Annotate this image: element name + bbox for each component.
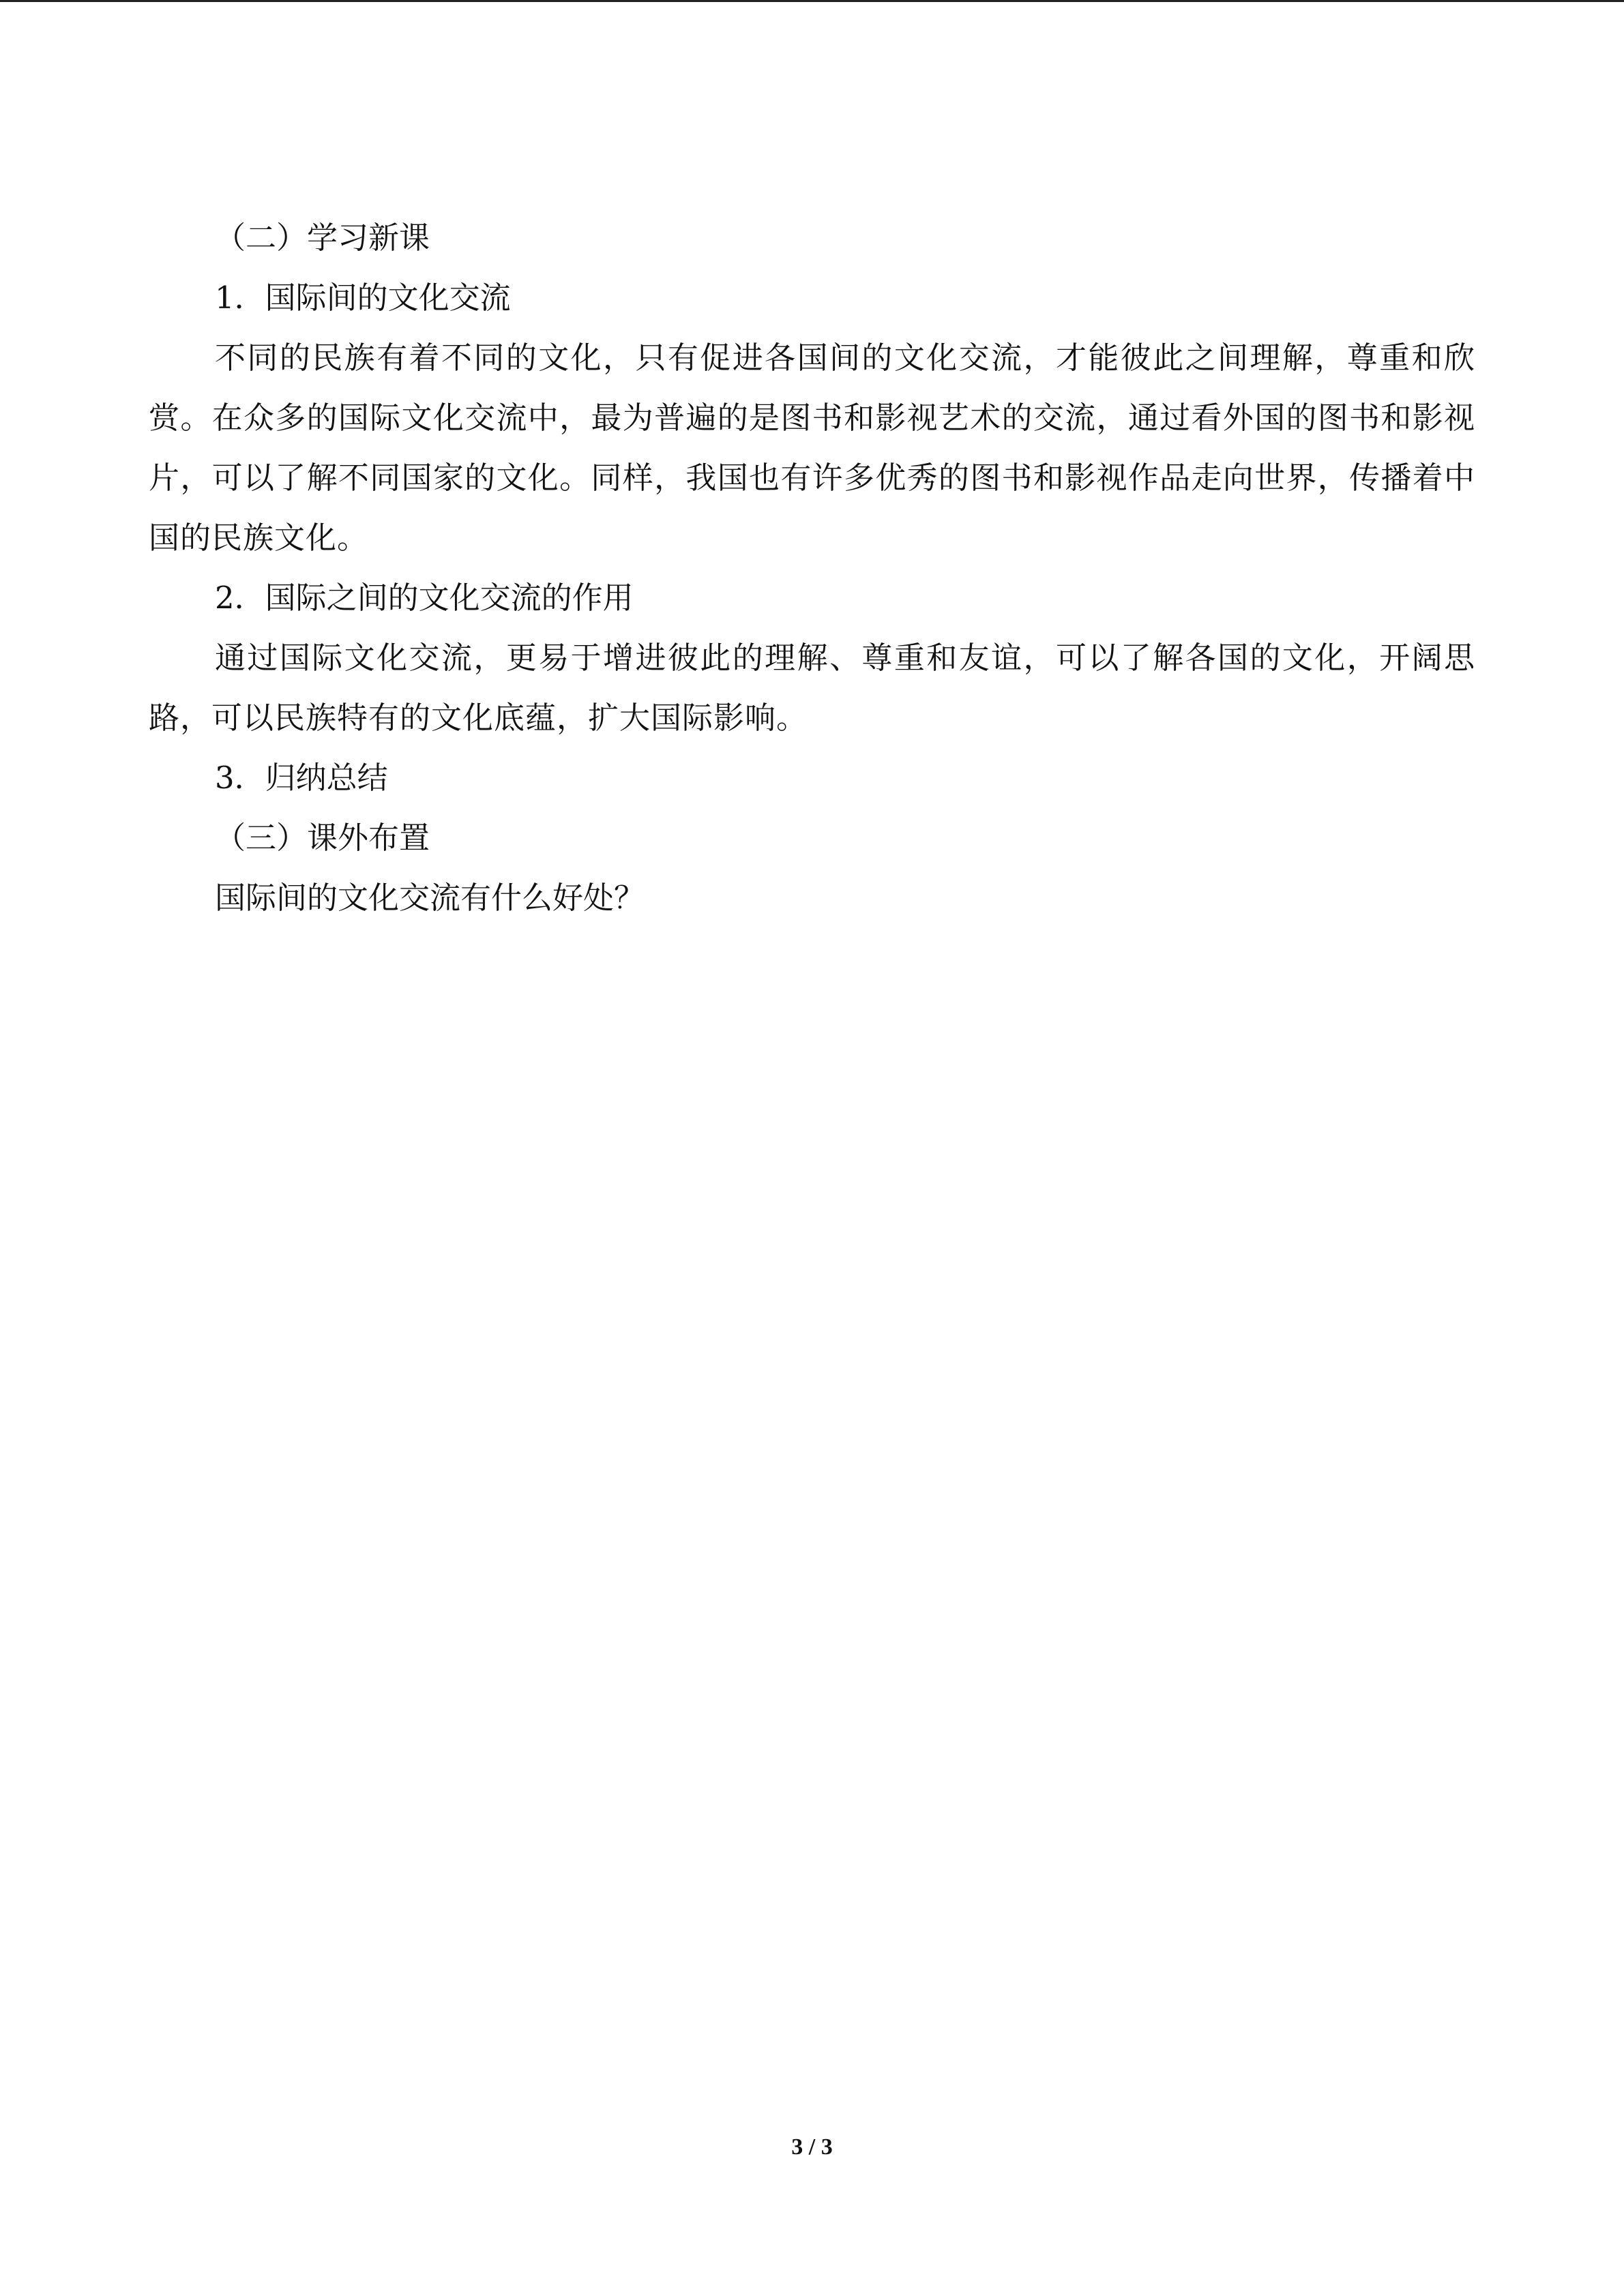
page-number: 3 / 3	[791, 2134, 833, 2160]
paragraph-exchange-role: 通过国际文化交流，更易于增进彼此的理解、尊重和友谊，可以了解各国的文化，开阔思路，可以民族特有的文化底蕴，扩大国际影响。	[149, 640, 1475, 736]
homework-question: 国际间的文化交流有什么好处？	[215, 880, 645, 916]
document-page	[149, 208, 1475, 928]
section-heading-homework: （三）课外布置	[215, 820, 430, 856]
item-heading-cultural-exchange: 1．国际间的文化交流	[215, 280, 511, 316]
paragraph-cultural-exchange: 不同的民族有着不同的文化，只有促进各国间的文化交流，才能彼此之间理解，尊重和欣赏。在众多的国际文化交流中，最为普遍的是图书和影视艺术的交流，通过看外国的图书和影视片，可以了解不同国家的文化。同样，我国也有许多优秀的图书和影视作品走向世界，传播着中国的民族文化。	[149, 340, 1475, 556]
top-border-line	[0, 0, 1624, 2]
item-heading-exchange-role: 2．国际之间的文化交流的作用	[215, 580, 634, 616]
section-heading-new-lesson: （二）学习新课	[215, 220, 430, 256]
item-heading-summary: 3．归纳总结	[215, 760, 388, 796]
